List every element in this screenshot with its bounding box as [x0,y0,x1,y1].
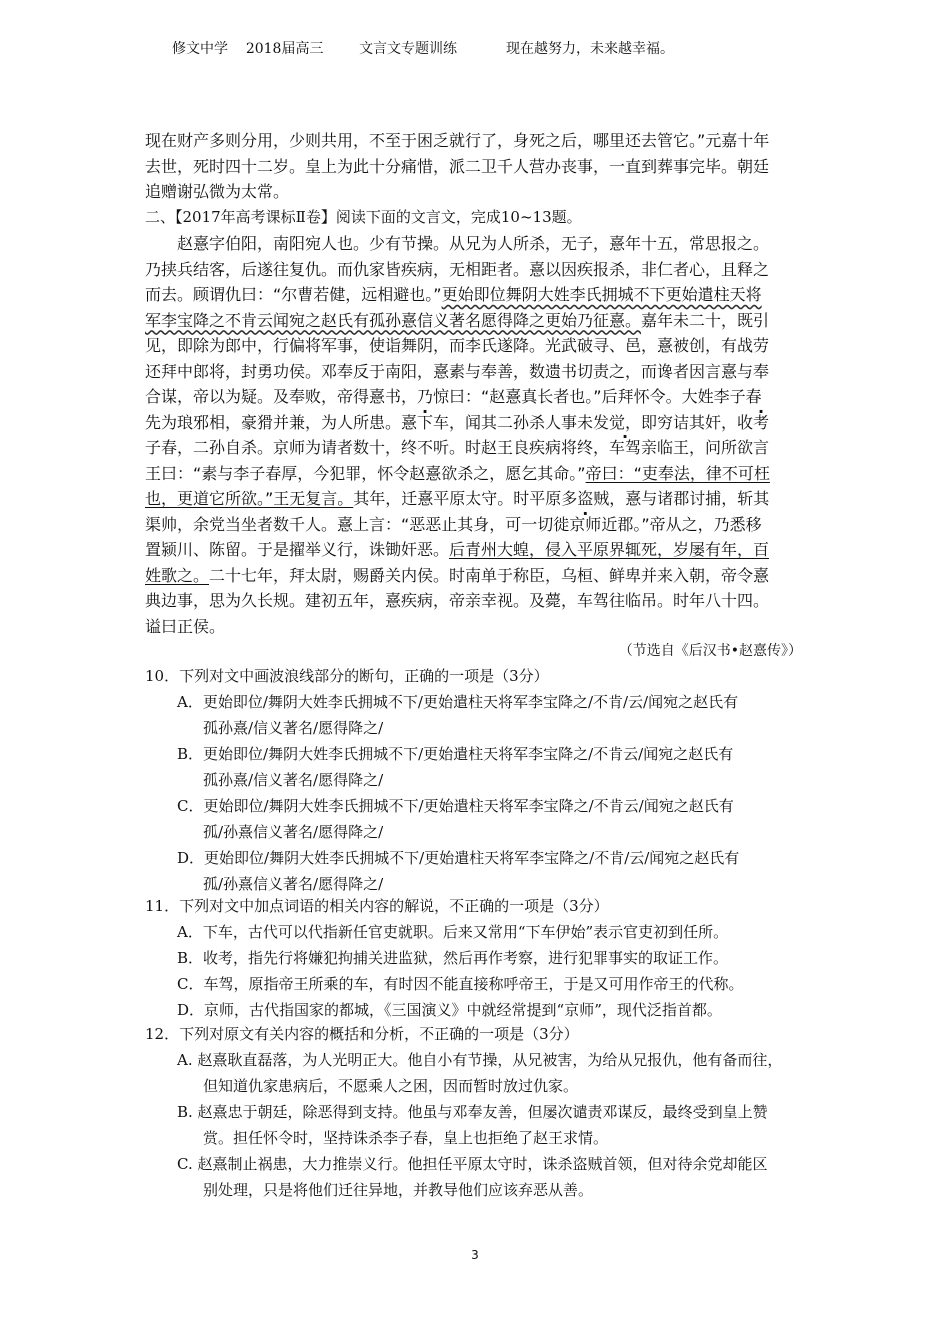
passage-line [145,512,807,538]
passage-text: 置颍川、陈留。于是擢举义行，诛锄奸恶。 [145,540,450,559]
dotted-term-xiache: 憙下车 [401,412,450,432]
option-d[interactable]: D．京师，古代指国家的都城，《三国演义》中就经常提到“京师”，现代泛指首都。 [177,1001,722,1019]
passage-text: 子春，二孙自杀。京师为请者数十，终不听。时赵王良疾病将终， [145,438,610,457]
passage-line [145,410,807,436]
underlined-text: 姓歌之。 [145,565,210,585]
wavy-underlined-text: 更始即位舞阴大姓李氏拥城不下更始遣柱天将 [441,285,762,304]
source-citation: （节选自《后汉书•赵憙传》） [618,643,802,659]
passage-text: 亲临王，问所欲言 [641,438,770,457]
passage-line [145,435,807,461]
passage-line: 见，即除为郎中，行偏将军事，使诣舞阴，而李氏遂降。光武破寻、邑，憙被创，有战劳 [145,336,770,355]
passage-text: 其年，迁憙平原太守。时平原多盗贼，憙与诸郡讨捕，斩其 [353,489,770,508]
option-b-cont: 赏。担任怀令时，坚持诛杀李子春，皇上也拒绝了赵王求情。 [203,1129,609,1147]
underlined-text: 帝曰：“吏奉法，律不可枉 [585,463,770,483]
passage-text: 嘉年未二十，既引 [641,310,770,330]
wavy-underlined-text: 军李宝降之不肯云闻宛之赵氏有孤孙憙信义著名愿得降之更始乃征憙。 [145,310,642,330]
question-stem: 10．下列对文中画波浪线部分的断句，正确的一项是（3分） [145,667,549,685]
option-a[interactable]: A. 赵熹耿直磊落，为人光明正大。他自小有节操，从兄被害，为给从兄报仇，他有备而往， [177,1051,783,1069]
page-header [172,38,674,58]
option-c[interactable]: C．更始即位/舞阴大姓李氏拥城不下/更始遣柱天将军李宝降之/不肯云/闻宛之赵氏有 [177,797,734,815]
option-c-cont: 别处理，只是将他们迁往异地，并教导他们应该弃恶从善。 [203,1181,594,1199]
passage-line: 合谋，帝以为疑。及奉败，帝得憙书，乃惊曰：“赵憙真长者也。”后拜怀令。大姓李子春 [145,387,762,406]
passage-line [145,486,807,512]
option-c[interactable]: C. 赵熹制止祸患，大力推崇义行。他担任平原太守时，诛杀盗贼首领，但对待余党却能区 [177,1155,768,1173]
question-12 [145,1022,825,1203]
option-b[interactable]: B．更始即位/舞阴大姓李氏拥城不下/更始遣柱天将军李宝降之/不肯云/闻宛之赵氏有 [177,745,734,763]
passage-line [145,282,807,308]
header-subject: 文言文专题训练 [359,41,458,57]
dotted-term-kao: 考 [753,412,770,432]
underlined-text: 后青州大蝗，侵入平原界辄死，岁屡有年，百 [449,540,770,559]
section-title: 二、【2017年高考课标Ⅱ卷】阅读下面的文言文，完成10~13题。 [145,208,582,226]
passage-line: 谥曰正侯。 [145,616,226,636]
passage-line: 还拜中郎将，封勇功侯。邓奉反于南阳，憙素与奉善，数遗书切责之，而谗者因言憙与奉 [145,361,770,381]
question-stem: 12．下列对原文有关内容的概括和分析，不正确的一项是（3分） [145,1025,579,1043]
question-stem: 11．下列对文中加点词语的相关内容的解说，不正确的一项是（3分） [145,897,609,915]
prev-line: 追赠谢弘微为太常。 [145,182,290,201]
question-10 [145,664,825,897]
question-11 [145,894,825,1023]
passage-text: 而去。顾谓仇曰：“尔曹若健，远相避也。” [145,285,442,304]
option-c-cont: 孤/孙熹信义著名/愿得降之/ [203,823,384,841]
option-a[interactable]: A．更始即位/舞阴大姓李氏拥城不下/更始遣柱天将军李宝降之/不肯/云/闻宛之赵氏有 [177,693,739,711]
passage-line [145,461,807,487]
passage-line [145,308,807,334]
passage-line: 典边事，思为久长规。建初五年，憙疾病，帝亲幸视。及薨，车驾往临吊。时年八十四。 [145,591,770,610]
prev-line: 现在财产多则分用，少则共用，不至于困乏就行了，身死之后，哪里还去管它。”元嘉十年 [145,131,770,150]
passage-text: 先为琅邪相，豪猾并兼，为人所患。 [145,412,402,432]
passage-line [145,563,807,589]
option-d-cont: 孤/孙熹信义著名/愿得降之/ [203,875,384,893]
option-b[interactable]: B．收考，指先行将嫌犯拘捕关进监狱，然后再作考察，进行犯罪事实的取证工作。 [177,949,729,967]
option-b-cont: 孤孙熹/信义著名/愿得降之/ [203,771,384,789]
header-motto: 现在越努力，未来越幸福。 [506,41,675,57]
passage-text: 近郡。”帝从之，乃悉移 [601,514,762,534]
header-school: 修文中学 [172,41,228,57]
previous-passage [145,128,807,205]
option-c[interactable]: C．车驾，原指帝王所乘的车，有时因不能直接称呼帝王，于是又可用作帝王的代称。 [177,975,744,993]
passage-line: 赵憙字伯阳，南阳宛人也。少有节操。从兄为人所杀，无子，憙年十五，常思报之。 [145,234,770,253]
passage-text: ，闻其二孙杀人事未发觉，即穷诘其奸，收 [449,412,754,432]
passage-line: 乃挟兵结客，后遂往复仇。而仇家皆疾病，无相距者。憙以因疾报杀，非仁者心，且释之 [145,259,770,279]
option-a-cont: 但知道仇家患病后，不愿乘人之困，因而暂时放过仇家。 [203,1077,579,1095]
option-a-cont: 孤孙熹/信义著名/愿得降之/ [203,719,384,737]
prev-line: 去世，死时四十二岁。皇上为此十分痛惜，派二卫千人营办丧事，一直到葬事完毕。朝廷 [145,156,770,176]
option-b[interactable]: B. 赵熹忠于朝廷，除恶得到支持。他虽与邓奉友善，但屡次谴责邓谋反，最终受到皇上赞 [177,1103,768,1121]
passage-line [145,537,807,563]
dotted-term-chejia: 车驾 [609,438,642,457]
dotted-term-jingshi: 京师 [569,514,602,534]
option-a[interactable]: A．下车，古代可以代指新任官吏就职。后来又常用“下车伊始”表示官吏初到任所。 [177,923,729,941]
passage-text: 二十七年，拜太尉，赐爵关内侯。时南单于称臣，乌桓、鲜卑并来入朝，帝令憙 [209,565,770,585]
passage-text: 渠帅，余党当坐者数千人。憙上言：“恶恶止其身，可一切徙 [145,514,570,534]
header-grade: 2018届高三 [245,41,324,57]
underlined-text: 也，更道它所欲。”王无复言。 [145,489,354,508]
page-number: 3 [471,1248,479,1262]
passage-text: 王曰：“素与李子春厚，今犯罪，怀令赵憙欲杀之，愿乞其命。” [145,463,586,483]
passage [145,231,807,639]
option-d[interactable]: D．更始即位/舞阴大姓李氏拥城不下/更始遣柱天将军李宝降之/不肯/云/闻宛之赵氏有 [177,849,740,867]
